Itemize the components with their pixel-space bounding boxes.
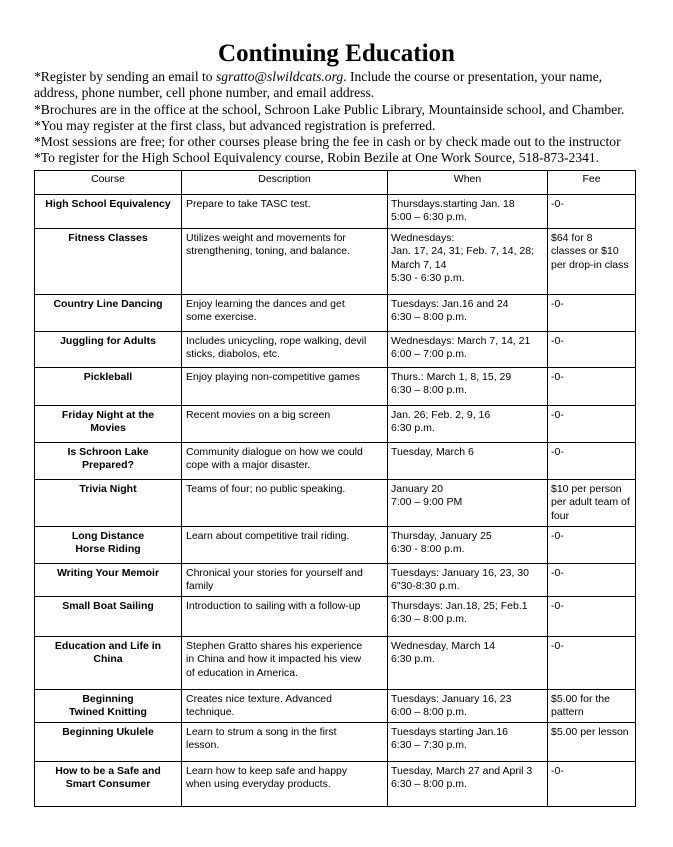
cell-description — [182, 195, 388, 229]
table-row — [35, 332, 636, 368]
column-header-fee: Fee — [548, 171, 636, 195]
course-text: High School Equivalency — [45, 198, 171, 210]
when-text: 5:00 – 6:30 p.m. — [391, 211, 467, 224]
note-text: *Register by sending an email to — [34, 69, 216, 84]
cell-description — [182, 637, 388, 690]
cell-course — [35, 527, 182, 564]
cell-when — [388, 762, 548, 807]
when-text: 6:30 – 7:30 p.m. — [391, 739, 467, 752]
course-text: Trivia Night — [79, 483, 137, 495]
table-row — [35, 443, 636, 480]
table-row — [35, 368, 636, 406]
table-row — [35, 637, 636, 690]
course-text: Movies — [90, 422, 126, 435]
table-row — [35, 723, 636, 762]
when-text: Jan. 17, 24, 31; Feb. 7, 14, 28; — [391, 245, 535, 258]
fee-text: -0- — [551, 409, 564, 421]
cell-fee — [548, 723, 636, 762]
description-text: in China and how it impacted his view — [186, 653, 362, 666]
fee-text: per adult team of — [551, 496, 630, 509]
when-text: Wednesday, March 14 — [391, 640, 496, 652]
when-text: 5:30 - 6:30 p.m. — [391, 271, 465, 284]
fee-text: -0- — [551, 335, 564, 347]
cell-course — [35, 762, 182, 807]
cell-fee — [548, 332, 636, 368]
description-text: Utilizes weight and movements for — [186, 232, 346, 244]
when-text: Tuesdays: January 16, 23, 30 — [391, 567, 529, 579]
when-text: March 7, 14 — [391, 258, 447, 271]
description-text: technique. — [186, 706, 235, 719]
cell-fee — [548, 564, 636, 597]
course-text: Beginning Ukulele — [62, 726, 154, 738]
fee-text: four — [551, 509, 570, 522]
table-row — [35, 295, 636, 332]
description-text: Chronical your stories for yourself and — [186, 567, 363, 579]
cell-when — [388, 637, 548, 690]
cell-description — [182, 332, 388, 368]
table-row — [35, 597, 636, 637]
when-text: Thursdays.starting Jan. 18 — [391, 198, 515, 210]
column-header-when: When — [388, 171, 548, 195]
description-text: Prepare to take TASC test. — [186, 198, 311, 210]
cell-description — [182, 690, 388, 723]
note-line-1 — [34, 69, 654, 85]
cell-when — [388, 195, 548, 229]
cell-fee — [548, 295, 636, 332]
description-text: cope with a major disaster. — [186, 459, 311, 472]
when-text: Tuesdays starting Jan.16 — [391, 726, 508, 738]
cell-when — [388, 527, 548, 564]
fee-text: $10 per person — [551, 483, 622, 495]
description-text: strengthening, toning, and balance. — [186, 245, 351, 258]
course-text: Smart Consumer — [65, 778, 151, 791]
description-text: Learn to strum a song in the first — [186, 726, 337, 738]
when-text: January 20 — [391, 483, 443, 495]
when-text: 6:30 – 8:00 p.m. — [391, 384, 467, 397]
fee-text: $5.00 per lesson — [551, 726, 629, 738]
when-text: 7:00 – 9:00 PM — [391, 496, 463, 509]
cell-description — [182, 229, 388, 295]
fee-text: $5.00 for the — [551, 693, 610, 705]
when-text: Thurs.: March 1, 8, 15, 29 — [391, 371, 512, 383]
cell-course — [35, 564, 182, 597]
table-row — [35, 527, 636, 564]
cell-course — [35, 443, 182, 480]
when-text: Thursdays: Jan.18, 25; Feb.1 — [391, 600, 528, 612]
course-text: Juggling for Adults — [60, 335, 156, 347]
cell-fee — [548, 195, 636, 229]
cell-fee — [548, 229, 636, 295]
course-text: China — [93, 653, 123, 666]
description-text: Includes unicycling, rope walking, devil — [186, 335, 367, 347]
fee-text: -0- — [551, 446, 564, 458]
description-text: some exercise. — [186, 311, 257, 324]
cell-when — [388, 368, 548, 406]
cell-description — [182, 527, 388, 564]
cell-fee — [548, 690, 636, 723]
cell-when — [388, 597, 548, 637]
table-row — [35, 406, 636, 443]
cell-course — [35, 637, 182, 690]
when-text: Thursday, January 25 — [391, 530, 492, 542]
cell-fee — [548, 762, 636, 807]
cell-course — [35, 723, 182, 762]
description-text: Learn how to keep safe and happy — [186, 765, 348, 777]
course-text: Horse Riding — [75, 543, 141, 556]
cell-when — [388, 406, 548, 443]
course-text: Small Boat Sailing — [62, 600, 154, 612]
cell-course — [35, 690, 182, 723]
course-text: Twined Knitting — [69, 706, 147, 719]
when-text: 6:30 - 8:00 p.m. — [391, 543, 465, 556]
cell-fee — [548, 637, 636, 690]
when-text: 6:00 – 8:00 p.m. — [391, 706, 467, 719]
course-rows — [35, 195, 636, 807]
cell-fee — [548, 480, 636, 527]
course-text: Prepared? — [82, 459, 134, 472]
cell-course — [35, 406, 182, 443]
cell-course — [35, 597, 182, 637]
course-text: Education and Life in — [54, 640, 162, 652]
registration-notes — [34, 69, 654, 167]
fee-text: -0- — [551, 765, 564, 777]
fee-text: pattern — [551, 706, 584, 719]
description-text: Community dialogue on how we could — [186, 446, 363, 458]
course-text: Country Line Dancing — [53, 298, 163, 310]
cell-when — [388, 690, 548, 723]
course-text: Fitness Classes — [68, 232, 148, 244]
course-table — [34, 170, 636, 807]
table-row — [35, 480, 636, 527]
description-text: Enjoy learning the dances and get — [186, 298, 345, 310]
course-text: Beginning — [82, 693, 134, 705]
course-text: How to be a Safe and — [55, 765, 161, 777]
cell-fee — [548, 368, 636, 406]
when-text: 6:00 – 7:00 p.m. — [391, 348, 467, 361]
fee-text: -0- — [551, 640, 564, 652]
cell-description — [182, 443, 388, 480]
cell-course — [35, 332, 182, 368]
table-row — [35, 195, 636, 229]
email-address: sgratto@slwildcats.org — [215, 69, 344, 84]
note-line-5: *Most sessions are free; for other courses please bring the fee in cash or by check made out to the instructor — [34, 134, 621, 150]
note-text: . Include the course or presentation, your name, — [343, 69, 603, 84]
cell-description — [182, 597, 388, 637]
when-text: Jan. 26; Feb. 2, 9, 16 — [391, 409, 491, 421]
when-text: Tuesday, March 6 — [391, 446, 474, 458]
cell-when — [388, 443, 548, 480]
description-text: Enjoy playing non-competitive games — [186, 371, 360, 383]
cell-when — [388, 564, 548, 597]
fee-text: -0- — [551, 567, 564, 579]
cell-course — [35, 480, 182, 527]
description-text: of education in America. — [186, 666, 299, 679]
note-line-6: *To register for the High School Equivalency course, Robin Bezile at One Work Source, 518-873-2341. — [34, 150, 600, 166]
course-text: Friday Night at the — [61, 409, 155, 421]
course-text: Writing Your Memoir — [56, 567, 160, 579]
table-row — [35, 229, 636, 295]
description-text: lesson. — [186, 739, 220, 752]
when-text: 6:30 – 8:00 p.m. — [391, 311, 467, 324]
column-header-course: Course — [35, 171, 182, 195]
fee-text: -0- — [551, 198, 564, 210]
description-text: Learn about competitive trail riding. — [186, 530, 350, 542]
cell-when — [388, 723, 548, 762]
page-title: Continuing Education — [218, 40, 455, 67]
fee-text: -0- — [551, 600, 564, 612]
when-text: Tuesday, March 27 and April 3 — [391, 765, 533, 777]
cell-when — [388, 480, 548, 527]
note-line-3: *Brochures are in the office at the school, Schroon Lake Public Library, Mountainside school, and Chamber. — [34, 101, 625, 117]
cell-description — [182, 564, 388, 597]
table-row — [35, 762, 636, 807]
fee-text: -0- — [551, 371, 564, 383]
cell-description — [182, 480, 388, 527]
note-line-2: address, phone number, cell phone number, and email address. — [34, 85, 375, 101]
cell-description — [182, 295, 388, 332]
when-text: Tuesdays: January 16, 23 — [391, 693, 512, 705]
cell-fee — [548, 597, 636, 637]
fee-text: per drop-in class — [551, 258, 629, 271]
cell-description — [182, 368, 388, 406]
cell-fee — [548, 406, 636, 443]
cell-description — [182, 762, 388, 807]
course-text: Is Schroon Lake — [67, 446, 149, 458]
when-text: Wednesdays: March 7, 14, 21 — [391, 335, 531, 347]
when-text: Wednesdays: — [391, 232, 455, 244]
cell-course — [35, 368, 182, 406]
description-text: when using everyday products. — [186, 778, 331, 791]
cell-course — [35, 229, 182, 295]
when-text: 6:30 – 8:00 p.m. — [391, 613, 467, 626]
course-text: Pickleball — [83, 371, 133, 383]
cell-description — [182, 406, 388, 443]
cell-description — [182, 723, 388, 762]
description-text: sticks, diabolos, etc. — [186, 348, 280, 361]
note-line-4: *You may register at the first class, but advanced registration is preferred. — [34, 117, 436, 133]
column-header-description: Description — [182, 171, 388, 195]
cell-when — [388, 229, 548, 295]
fee-text: -0- — [551, 298, 564, 310]
when-text: Tuesdays: Jan.16 and 24 — [391, 298, 509, 310]
description-text: Creates nice texture. Advanced — [186, 693, 332, 705]
when-text: 6"30-8:30 p.m. — [391, 580, 460, 593]
when-text: 6:30 p.m. — [391, 653, 435, 666]
cell-when — [388, 295, 548, 332]
cell-course — [35, 295, 182, 332]
cell-fee — [548, 527, 636, 564]
description-text: Introduction to sailing with a follow-up — [186, 600, 361, 612]
table-row — [35, 564, 636, 597]
description-text: Teams of four; no public speaking. — [186, 483, 346, 495]
cell-when — [388, 332, 548, 368]
table-header-row — [35, 171, 636, 195]
description-text: family — [186, 580, 214, 593]
course-text: Long Distance — [71, 530, 145, 542]
when-text: 6:30 p.m. — [391, 422, 435, 435]
fee-text: $64 for 8 — [551, 232, 593, 244]
cell-course — [35, 195, 182, 229]
fee-text: classes or $10 — [551, 245, 619, 258]
description-text: Stephen Gratto shares his experience — [186, 640, 363, 652]
cell-fee — [548, 443, 636, 480]
fee-text: -0- — [551, 530, 564, 542]
description-text: Recent movies on a big screen — [186, 409, 331, 421]
when-text: 6:30 – 8:00 p.m. — [391, 778, 467, 791]
table-row — [35, 690, 636, 723]
